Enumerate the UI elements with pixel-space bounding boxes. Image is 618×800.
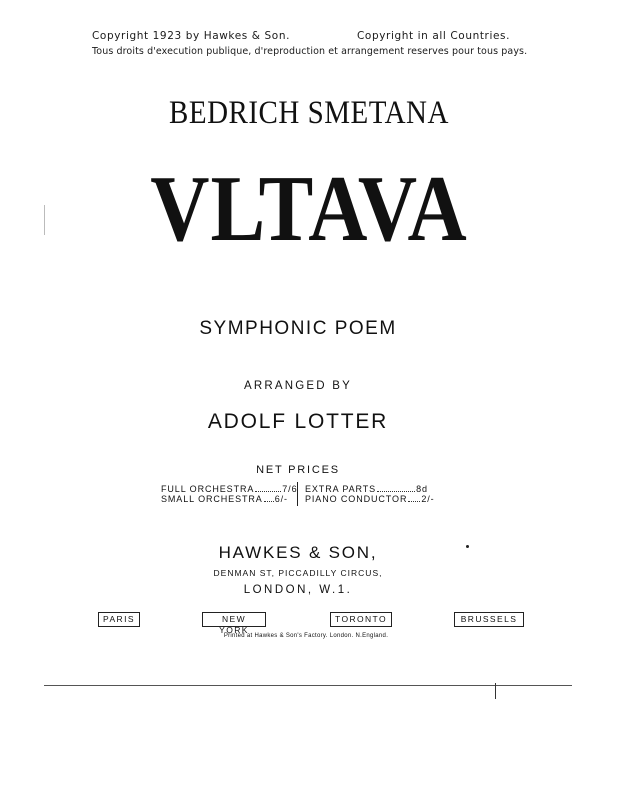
composer-name: BEDRICH SMETANA <box>169 95 449 131</box>
leader-dots <box>264 495 274 502</box>
rights-line: Tous droits d'execution publique, d'reproduction et arrangement reserves pour tous pays. <box>92 46 528 57</box>
price-row-piano-conductor <box>305 494 435 504</box>
price-divider <box>297 482 298 506</box>
price-value: 2/- <box>421 494 435 504</box>
price-value: 6/- <box>274 494 288 504</box>
price-label: FULL ORCHESTRA <box>161 484 255 494</box>
leader-dots <box>255 485 281 492</box>
publisher-city: LONDON, W.1. <box>243 584 353 596</box>
price-label: SMALL ORCHESTRA <box>161 494 263 504</box>
price-row-extra-parts <box>305 484 428 494</box>
price-value: 8d <box>416 484 428 494</box>
bottom-rule <box>44 685 572 686</box>
branch-toronto: TORONTO <box>330 612 392 627</box>
publisher-address: DENMAN ST, PICCADILLY CIRCUS, <box>213 568 383 578</box>
bottom-tick-mark <box>495 683 496 699</box>
arranger-name: ADOLF LOTTER <box>207 410 389 433</box>
branch-new-york: NEW YORK <box>202 612 266 627</box>
arranged-by-label: ARRANGED BY <box>244 380 352 392</box>
net-prices-heading: NET PRICES <box>256 464 340 476</box>
edge-mark <box>44 205 45 235</box>
leader-dots <box>408 495 420 502</box>
leader-dots <box>377 485 415 492</box>
page-title: VLTAVA <box>150 156 468 261</box>
ink-speck <box>466 545 469 548</box>
price-row-small-orchestra <box>161 494 288 504</box>
price-value: 7/6 <box>282 484 298 494</box>
printed-at-line: Printed at Hawkes & Son's Factory. London. N.England. <box>223 633 389 639</box>
price-label: PIANO CONDUCTOR <box>305 494 408 504</box>
price-row-full-orchestra <box>161 484 298 494</box>
subtitle: SYMPHONIC POEM <box>199 318 397 339</box>
branch-brussels: BRUSSELS <box>454 612 524 627</box>
price-label: EXTRA PARTS <box>305 484 377 494</box>
branch-paris: PARIS <box>98 612 140 627</box>
copyright-line: Copyright 1923 by Hawkes & Son. <box>92 30 291 42</box>
publisher-name: HAWKES & SON, <box>218 543 378 562</box>
countries-line: Copyright in all Countries. <box>357 30 511 42</box>
